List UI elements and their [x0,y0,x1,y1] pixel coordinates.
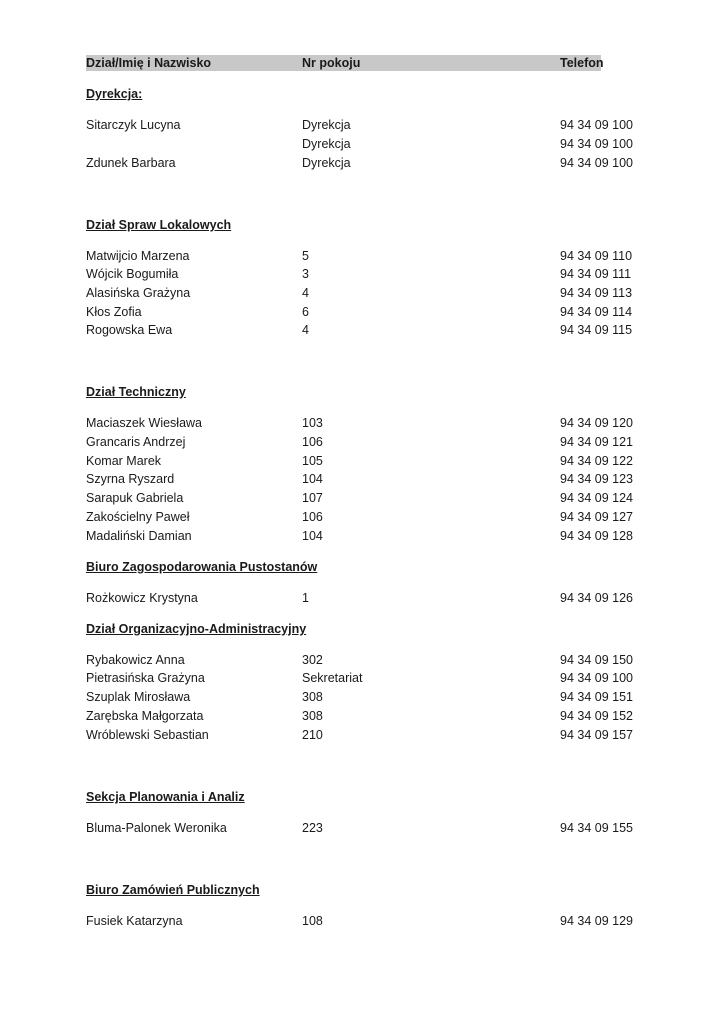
row-name: Madaliński Damian [86,529,192,543]
row-name: Sitarczyk Lucyna [86,118,181,132]
row-room: 308 [302,690,323,704]
row-phone: 94 34 09 123 [560,472,633,486]
row-phone: 94 34 09 150 [560,653,633,667]
row-phone: 94 34 09 120 [560,416,633,430]
row-phone: 94 34 09 157 [560,728,633,742]
row-room: 210 [302,728,323,742]
header-name: Dział/Imię i Nazwisko [86,56,212,70]
row-name: Rożkowicz Krystyna [86,591,198,605]
row-room: 223 [302,821,323,835]
header-phone: Telefon [560,56,604,70]
row-room: 107 [302,491,323,505]
row-phone: 94 34 09 151 [560,690,633,704]
row-room: 5 [302,249,309,263]
row-name: Kłos Zofia [86,305,142,319]
row-phone: 94 34 09 127 [560,510,633,524]
row-name: Grancaris Andrzej [86,435,186,449]
row-phone: 94 34 09 122 [560,454,633,468]
row-phone: 94 34 09 100 [560,156,633,170]
section-title: Dział Techniczny [86,385,186,399]
row-phone: 94 34 09 124 [560,491,633,505]
row-phone: 94 34 09 110 [560,249,633,263]
section-title: Dział Organizacyjno-Administracyjny [86,622,307,636]
row-room: 302 [302,653,323,667]
row-name: Zdunek Barbara [86,156,176,170]
row-phone: 94 34 09 100 [560,137,633,151]
row-name: Szyrna Ryszard [86,472,175,486]
row-name: Rybakowicz Anna [86,653,185,667]
row-room: 4 [302,323,309,337]
row-phone: 94 34 09 114 [560,305,633,319]
row-name: Matwijcio Marzena [86,249,190,263]
row-room: 104 [302,529,323,543]
row-name: Szuplak Mirosława [86,690,191,704]
section-title: Sekcja Planowania i Analiz [86,790,245,804]
row-phone: 94 34 09 152 [560,709,633,723]
row-name: Bluma-Palonek Weronika [86,821,227,835]
row-phone: 94 34 09 155 [560,821,633,835]
row-phone: 94 34 09 126 [560,591,633,605]
row-room: Dyrekcja [302,137,351,151]
row-name: Wójcik Bogumiła [86,267,179,281]
row-room: 4 [302,286,309,300]
row-name: Sarapuk Gabriela [86,491,184,505]
row-room: 103 [302,416,323,430]
row-room: 104 [302,472,323,486]
row-room: 106 [302,435,323,449]
row-room: 108 [302,914,323,928]
row-name: Maciaszek Wiesława [86,416,203,430]
row-name: Fusiek Katarzyna [86,914,183,928]
header-room: Nr pokoju [302,56,361,70]
row-phone: 94 34 09 100 [560,671,633,685]
row-name: Komar Marek [86,454,162,468]
row-phone: 94 34 09 100 [560,118,633,132]
row-room: 3 [302,267,309,281]
row-room: Dyrekcja [302,156,351,170]
section-title: Dział Spraw Lokalowych [86,218,232,232]
row-name: Rogowska Ewa [86,323,173,337]
section-title: Dyrekcja: [86,87,143,101]
row-name: Alasińska Grażyna [86,286,191,300]
row-room: 308 [302,709,323,723]
section-title: Biuro Zamówień Publicznych [86,883,260,897]
row-room: Dyrekcja [302,118,351,132]
row-room: 106 [302,510,323,524]
row-phone: 94 34 09 113 [560,286,633,300]
row-room: Sekretariat [302,671,363,685]
row-room: 6 [302,305,309,319]
row-phone: 94 34 09 111 [560,267,632,281]
row-name: Wróblewski Sebastian [86,728,209,742]
section-title: Biuro Zagospodarowania Pustostanów [86,560,318,574]
row-name: Pietrasińska Grażyna [86,671,205,685]
row-phone: 94 34 09 128 [560,529,633,543]
row-phone: 94 34 09 121 [560,435,633,449]
row-name: Zarębska Małgorzata [86,709,204,723]
row-room: 105 [302,454,323,468]
row-name: Zakościelny Paweł [86,510,190,524]
row-phone: 94 34 09 115 [560,323,633,337]
row-phone: 94 34 09 129 [560,914,633,928]
row-room: 1 [302,591,309,605]
